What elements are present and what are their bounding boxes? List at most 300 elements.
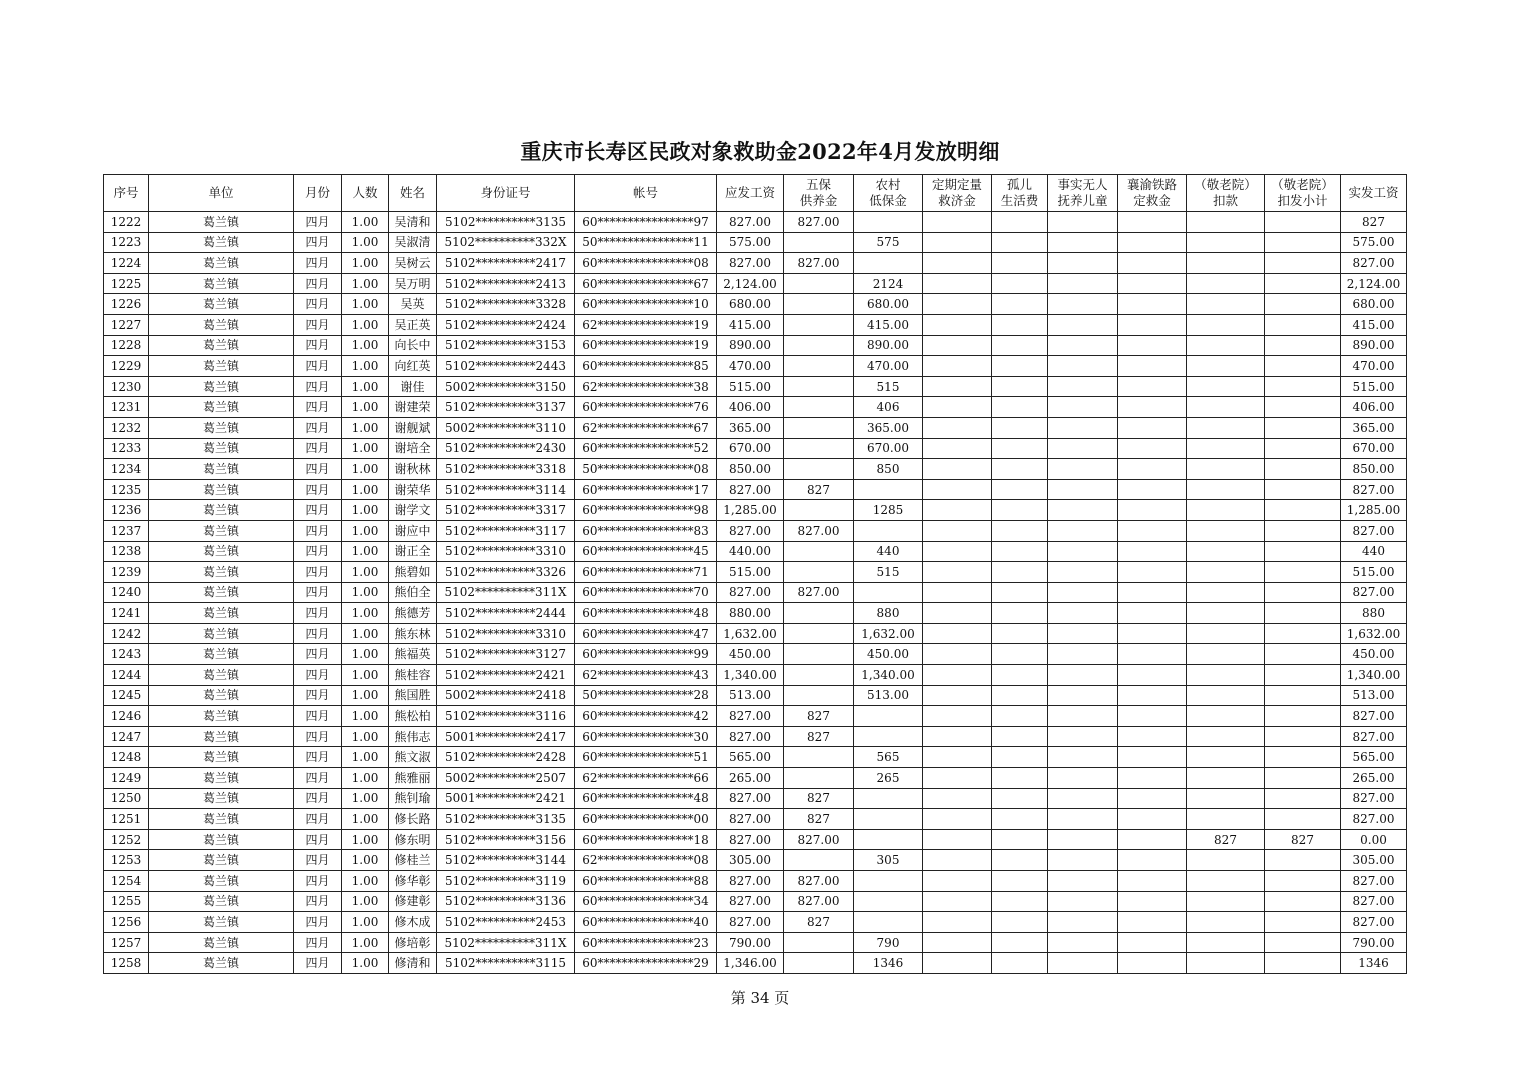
table-cell (784, 356, 854, 377)
table-cell: 葛兰镇 (149, 520, 294, 541)
table-cell: 四月 (294, 829, 342, 850)
table-cell: 葛兰镇 (149, 747, 294, 768)
table-cell: 1346 (854, 953, 923, 974)
table-row (104, 253, 1407, 274)
table-cell (784, 541, 854, 562)
table-cell (1118, 273, 1187, 294)
table-cell (923, 212, 992, 233)
table-cell: 谢应中 (389, 520, 437, 541)
table-row (104, 644, 1407, 665)
table-cell (784, 232, 854, 253)
table-cell: 熊伯全 (389, 582, 437, 603)
table-cell: 四月 (294, 417, 342, 438)
table-cell: 谢学文 (389, 500, 437, 521)
table-cell: 四月 (294, 644, 342, 665)
table-cell: 850.00 (1341, 459, 1407, 480)
table-cell: 827.00 (1341, 253, 1407, 274)
table-cell: 5102**********3318 (437, 459, 575, 480)
table-cell: 680.00 (1341, 294, 1407, 315)
table-cell: 葛兰镇 (149, 232, 294, 253)
table-cell: 葛兰镇 (149, 397, 294, 418)
table-cell (1265, 644, 1341, 665)
table-cell (784, 417, 854, 438)
table-cell: 827.00 (784, 253, 854, 274)
table-cell: 60****************97 (575, 212, 717, 233)
table-row (104, 376, 1407, 397)
table-cell (992, 397, 1048, 418)
table-cell (992, 314, 1048, 335)
col-header-dibao: 农村 低保金 (854, 175, 923, 212)
table-cell: 1,285.00 (1341, 500, 1407, 521)
table-row (104, 912, 1407, 933)
table-cell (923, 829, 992, 850)
table-cell: 827 (784, 809, 854, 830)
table-cell (1118, 253, 1187, 274)
col-header-actual: 实发工资 (1341, 175, 1407, 212)
table-cell: 吴正英 (389, 314, 437, 335)
table-cell: 1250 (104, 788, 149, 809)
table-cell: 827 (784, 706, 854, 727)
table-cell: 1.00 (342, 212, 389, 233)
table-cell (992, 417, 1048, 438)
table-cell: 1.00 (342, 685, 389, 706)
table-cell: 406 (854, 397, 923, 418)
table-cell (1048, 459, 1118, 480)
table-cell: 565.00 (717, 747, 784, 768)
table-cell: 827.00 (717, 582, 784, 603)
table-cell: 60****************40 (575, 912, 717, 933)
table-cell: 1251 (104, 809, 149, 830)
table-cell: 827.00 (717, 726, 784, 747)
table-cell: 365.00 (854, 417, 923, 438)
table-cell: 葛兰镇 (149, 726, 294, 747)
table-cell: 515.00 (1341, 562, 1407, 583)
table-cell (1048, 273, 1118, 294)
table-cell: 1243 (104, 644, 149, 665)
table-cell: 515.00 (717, 376, 784, 397)
table-cell: 葛兰镇 (149, 294, 294, 315)
table-cell: 5001**********2421 (437, 788, 575, 809)
col-header-orphan: 孤儿 生活费 (992, 175, 1048, 212)
table-cell (923, 520, 992, 541)
table-cell: 1.00 (342, 520, 389, 541)
table-cell: 827.00 (1341, 706, 1407, 727)
table-cell: 880.00 (717, 603, 784, 624)
table-cell: 1,632.00 (1341, 623, 1407, 644)
table-cell: 5102**********3144 (437, 850, 575, 871)
table-cell: 吴树云 (389, 253, 437, 274)
table-row (104, 706, 1407, 727)
table-cell: 1224 (104, 253, 149, 274)
table-cell: 5002**********2418 (437, 685, 575, 706)
table-cell (1048, 953, 1118, 974)
table-cell (1048, 335, 1118, 356)
table-cell: 827.00 (1341, 788, 1407, 809)
table-cell (923, 603, 992, 624)
table-cell (1048, 232, 1118, 253)
table-cell (1118, 335, 1187, 356)
table-cell (1118, 932, 1187, 953)
table-cell: 5102**********2413 (437, 273, 575, 294)
table-cell: 葛兰镇 (149, 665, 294, 686)
table-cell: 1.00 (342, 768, 389, 789)
table-cell (923, 788, 992, 809)
table-cell (1118, 417, 1187, 438)
table-cell (854, 809, 923, 830)
table-cell: 60****************29 (575, 953, 717, 974)
table-cell: 1236 (104, 500, 149, 521)
table-cell (1187, 479, 1265, 500)
table-cell: 修东明 (389, 829, 437, 850)
table-row (104, 582, 1407, 603)
table-cell (784, 623, 854, 644)
table-cell: 5102**********311X (437, 932, 575, 953)
table-cell: 5002**********3110 (437, 417, 575, 438)
table-cell: 四月 (294, 891, 342, 912)
table-cell (992, 850, 1048, 871)
table-cell (1187, 768, 1265, 789)
table-cell: 1.00 (342, 623, 389, 644)
table-cell (923, 953, 992, 974)
table-cell: 827.00 (1341, 479, 1407, 500)
table-cell: 60****************67 (575, 273, 717, 294)
table-cell: 575.00 (717, 232, 784, 253)
table-cell: 5102**********2444 (437, 603, 575, 624)
table-cell: 1255 (104, 891, 149, 912)
table-cell (1187, 232, 1265, 253)
table-cell: 1.00 (342, 356, 389, 377)
table-cell (1265, 314, 1341, 335)
table-cell (1048, 582, 1118, 603)
table-cell (1118, 500, 1187, 521)
table-cell (1048, 479, 1118, 500)
table-cell (992, 582, 1048, 603)
table-cell (784, 665, 854, 686)
table-cell: 60****************98 (575, 500, 717, 521)
table-cell (1187, 726, 1265, 747)
table-cell: 谢秋林 (389, 459, 437, 480)
table-cell: 827.00 (1341, 912, 1407, 933)
table-cell: 790.00 (717, 932, 784, 953)
table-row (104, 541, 1407, 562)
table-cell: 四月 (294, 912, 342, 933)
table-row (104, 520, 1407, 541)
table-cell: 450.00 (1341, 644, 1407, 665)
table-cell: 修长路 (389, 809, 437, 830)
table-cell: 1232 (104, 417, 149, 438)
table-row (104, 603, 1407, 624)
table-cell (923, 438, 992, 459)
table-cell (923, 582, 992, 603)
table-cell (1265, 788, 1341, 809)
table-cell: 修木成 (389, 912, 437, 933)
table-cell: 1244 (104, 665, 149, 686)
table-cell: 四月 (294, 376, 342, 397)
table-cell: 565.00 (1341, 747, 1407, 768)
table-cell: 827.00 (717, 479, 784, 500)
table-row (104, 891, 1407, 912)
table-cell (1118, 212, 1187, 233)
table-cell (1187, 706, 1265, 727)
col-header-account: 帐号 (575, 175, 717, 212)
table-row (104, 212, 1407, 233)
table-cell (992, 644, 1048, 665)
table-cell (1118, 520, 1187, 541)
table-cell: 熊钊瑜 (389, 788, 437, 809)
table-cell: 四月 (294, 665, 342, 686)
table-cell: 60****************85 (575, 356, 717, 377)
table-cell: 827.00 (1341, 809, 1407, 830)
table-cell: 60****************08 (575, 253, 717, 274)
table-cell (923, 562, 992, 583)
table-cell (1118, 747, 1187, 768)
table-cell: 790 (854, 932, 923, 953)
table-cell (1118, 438, 1187, 459)
table-cell: 50****************11 (575, 232, 717, 253)
table-cell (854, 829, 923, 850)
col-header-nursing-subtotal: （敬老院） 扣发小计 (1265, 175, 1341, 212)
table-cell: 513.00 (1341, 685, 1407, 706)
table-cell (992, 500, 1048, 521)
table-cell: 四月 (294, 479, 342, 500)
table-cell: 四月 (294, 541, 342, 562)
table-cell (1187, 685, 1265, 706)
table-cell: 1.00 (342, 417, 389, 438)
table-cell: 四月 (294, 582, 342, 603)
table-cell: 葛兰镇 (149, 314, 294, 335)
table-cell: 827.00 (784, 212, 854, 233)
table-cell: 1231 (104, 397, 149, 418)
table-cell (1187, 644, 1265, 665)
table-cell: 470.00 (854, 356, 923, 377)
table-cell (1265, 768, 1341, 789)
table-cell (1187, 356, 1265, 377)
table-cell: 1252 (104, 829, 149, 850)
table-cell (854, 788, 923, 809)
table-cell (1118, 479, 1187, 500)
table-cell (854, 891, 923, 912)
table-cell: 1,632.00 (717, 623, 784, 644)
table-cell: 827.00 (717, 253, 784, 274)
table-cell (923, 356, 992, 377)
table-cell: 5102**********3310 (437, 541, 575, 562)
table-cell (1265, 520, 1341, 541)
table-cell (1118, 726, 1187, 747)
table-cell: 670.00 (1341, 438, 1407, 459)
table-cell: 向长中 (389, 335, 437, 356)
table-cell: 850.00 (717, 459, 784, 480)
table-cell (854, 212, 923, 233)
table-row (104, 623, 1407, 644)
table-cell (1187, 397, 1265, 418)
table-cell: 熊福英 (389, 644, 437, 665)
table-cell (1187, 212, 1265, 233)
table-cell (1265, 685, 1341, 706)
table-cell (1265, 212, 1341, 233)
table-cell (992, 953, 1048, 974)
table-cell: 790.00 (1341, 932, 1407, 953)
table-cell (1265, 747, 1341, 768)
table-cell (992, 273, 1048, 294)
table-cell (784, 397, 854, 418)
table-cell: 葛兰镇 (149, 335, 294, 356)
page-title: 重庆市长寿区民政对象救助金2022年4月发放明细 (520, 139, 1000, 164)
table-cell: 575 (854, 232, 923, 253)
table-cell (923, 891, 992, 912)
table-cell (1265, 850, 1341, 871)
table-cell: 葛兰镇 (149, 891, 294, 912)
table-cell: 1.00 (342, 562, 389, 583)
table-cell: 1249 (104, 768, 149, 789)
table-cell: 5102**********3116 (437, 706, 575, 727)
table-cell (992, 459, 1048, 480)
table-cell: 1.00 (342, 232, 389, 253)
table-cell (784, 459, 854, 480)
table-cell (1187, 273, 1265, 294)
table-cell (1048, 417, 1118, 438)
table-row (104, 953, 1407, 974)
table-cell (1187, 376, 1265, 397)
table-cell (992, 335, 1048, 356)
table-cell (1265, 294, 1341, 315)
table-cell (1265, 232, 1341, 253)
table-cell: 827.00 (717, 212, 784, 233)
table-cell (1048, 541, 1118, 562)
table-cell: 1240 (104, 582, 149, 603)
table-cell (1048, 768, 1118, 789)
table-cell: 62****************08 (575, 850, 717, 871)
table-cell: 680.00 (854, 294, 923, 315)
table-cell: 60****************71 (575, 562, 717, 583)
table-cell (1187, 932, 1265, 953)
table-cell (1048, 438, 1118, 459)
table-cell (1265, 500, 1341, 521)
table-cell (784, 953, 854, 974)
col-header-id-number: 身份证号 (437, 175, 575, 212)
table-cell (1265, 253, 1341, 274)
table-cell: 1230 (104, 376, 149, 397)
table-cell: 四月 (294, 397, 342, 418)
table-cell (923, 706, 992, 727)
table-cell (1187, 335, 1265, 356)
table-cell (1118, 809, 1187, 830)
table-cell: 1.00 (342, 459, 389, 480)
table-cell: 葛兰镇 (149, 479, 294, 500)
table-cell: 827.00 (717, 891, 784, 912)
table-cell: 谢舰斌 (389, 417, 437, 438)
table-cell (923, 726, 992, 747)
table-cell (854, 912, 923, 933)
table-row (104, 232, 1407, 253)
table-cell: 515 (854, 562, 923, 583)
table-cell: 葛兰镇 (149, 500, 294, 521)
table-cell (1265, 417, 1341, 438)
table-cell: 5001**********2417 (437, 726, 575, 747)
table-cell (1118, 665, 1187, 686)
table-cell: 305 (854, 850, 923, 871)
table-cell: 1.00 (342, 953, 389, 974)
col-header-wubao: 五保 供养金 (784, 175, 854, 212)
table-cell: 1241 (104, 603, 149, 624)
table-cell: 62****************43 (575, 665, 717, 686)
table-row (104, 459, 1407, 480)
table-cell: 1228 (104, 335, 149, 356)
table-cell (854, 253, 923, 274)
table-cell: 1285 (854, 500, 923, 521)
table-cell: 565 (854, 747, 923, 768)
table-row (104, 829, 1407, 850)
table-cell: 熊伟志 (389, 726, 437, 747)
table-cell: 880 (854, 603, 923, 624)
table-cell (1265, 582, 1341, 603)
table-cell (1187, 294, 1265, 315)
table-cell (923, 809, 992, 830)
table-cell: 827.00 (717, 520, 784, 541)
table-cell: 265 (854, 768, 923, 789)
table-cell: 四月 (294, 685, 342, 706)
table-cell: 60****************45 (575, 541, 717, 562)
table-cell (1187, 520, 1265, 541)
table-cell (923, 850, 992, 871)
table-cell: 450.00 (717, 644, 784, 665)
table-cell (1048, 356, 1118, 377)
table-cell: 1234 (104, 459, 149, 480)
table-cell: 1.00 (342, 665, 389, 686)
table-cell (923, 623, 992, 644)
table-cell: 修清和 (389, 953, 437, 974)
table-cell: 827.00 (717, 809, 784, 830)
table-cell: 60****************76 (575, 397, 717, 418)
table-cell: 四月 (294, 253, 342, 274)
table-cell: 60****************17 (575, 479, 717, 500)
table-cell: 1,340.00 (717, 665, 784, 686)
table-cell: 谢正全 (389, 541, 437, 562)
table-row (104, 438, 1407, 459)
table-cell: 四月 (294, 212, 342, 233)
table-cell (923, 912, 992, 933)
table-cell: 515.00 (717, 562, 784, 583)
table-cell: 葛兰镇 (149, 788, 294, 809)
table-cell: 827 (784, 479, 854, 500)
table-cell (1118, 644, 1187, 665)
table-cell: 1.00 (342, 273, 389, 294)
table-cell: 1.00 (342, 500, 389, 521)
table-cell: 1237 (104, 520, 149, 541)
table-cell (1048, 644, 1118, 665)
table-cell: 葛兰镇 (149, 459, 294, 480)
table-cell (1118, 850, 1187, 871)
table-cell: 1254 (104, 871, 149, 892)
table-cell: 265.00 (1341, 768, 1407, 789)
table-cell (1265, 706, 1341, 727)
payment-detail-table (103, 174, 1407, 974)
table-cell: 60****************23 (575, 932, 717, 953)
table-cell: 1239 (104, 562, 149, 583)
table-cell: 熊雅丽 (389, 768, 437, 789)
table-cell (784, 294, 854, 315)
table-cell: 1.00 (342, 376, 389, 397)
table-cell (992, 232, 1048, 253)
table-cell: 60****************47 (575, 623, 717, 644)
table-cell: 62****************67 (575, 417, 717, 438)
table-cell: 四月 (294, 623, 342, 644)
table-row (104, 932, 1407, 953)
table-cell (784, 314, 854, 335)
table-cell: 1229 (104, 356, 149, 377)
table-cell: 四月 (294, 706, 342, 727)
table-cell (784, 603, 854, 624)
table-cell (992, 623, 1048, 644)
